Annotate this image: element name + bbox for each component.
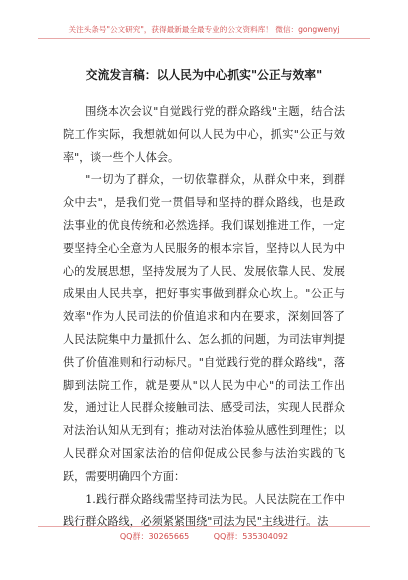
paragraph: "一切为了群众，一切依靠群众，从群众中来，到群众中去"，是我们党一贯倡导和坚持的群众路线，也是政法事业的优良传统和必然选择。我们谋划推进工作，一定要坚持全心全意为人民服务的根本宗旨，坚持以人民为中心的发展思想，坚持发展为了人民、发展依靠人民、发展成果由人民共享，把好事实事做到群众心坎上。"公正与效率"作为人民司法的价值追求和内在要求，深刻回答了人民法院集中力量抓什么、怎么抓的问题，为司法审判提供了价值准则和行动标尺。"自觉践行党的群众路线"，落脚到法院工作，就是要从"以人民为中心"的司法工作出发，通过让人民群众接触司法、感受司法，实现人民群众对法治认知从无到有；推动对法治体验从感性到理性；以人民群众对国家法治的信仰促成公民参与法治实践的飞跃，需要明确四个方面： — [63, 173, 345, 483]
qq-group-1: QQ群：30265665 — [119, 532, 190, 541]
qq-group-2: QQ群：535304092 — [213, 532, 289, 541]
document-title: 交流发言稿：以人民为中心抓实"公正与效率" — [85, 68, 323, 82]
paragraph: 围绕本次会议"自觉践行党的群众路线"主题，结合法院工作实际，我想就如何以人民为中心，抓实"公正与效率"，谈一些个人体会。 — [63, 105, 345, 164]
paragraph: 1.践行群众路线需坚持司法为民。人民法院在工作中践行群众路线，必须紧紧围绕"司法为民"主线进行。法 — [63, 492, 345, 529]
document-body — [63, 101, 345, 534]
promo-header: 关注头条号"公文研究"，获得最新最全最专业的公文资料库！ 微信：gongwenyj — [68, 25, 340, 34]
header-divider — [38, 38, 370, 39]
footer-divider — [38, 526, 370, 527]
page-footer — [0, 531, 408, 542]
